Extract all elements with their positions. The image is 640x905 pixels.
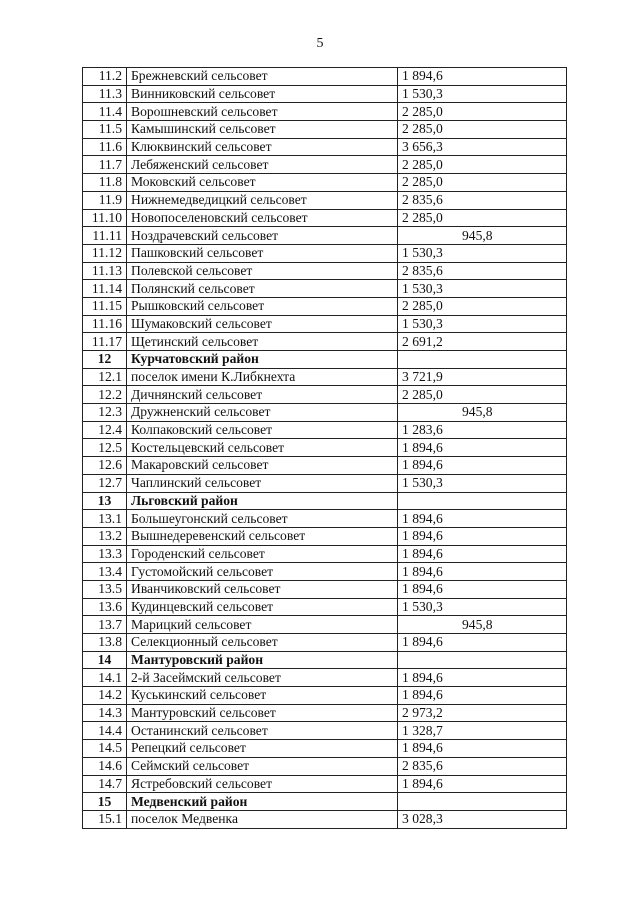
row-number: 13.6 [83, 598, 127, 616]
row-number: 13.3 [83, 545, 127, 563]
table-row [83, 563, 567, 581]
amount-value: 1 530,3 [398, 598, 567, 616]
amount-value: 2 285,0 [398, 174, 567, 192]
table-row [83, 297, 567, 315]
row-number: 11.13 [83, 262, 127, 280]
amount-value [398, 492, 567, 510]
row-number: 13.7 [83, 616, 127, 634]
page-number: 5 [316, 36, 324, 51]
settlement-name: Колпаковский сельсовет [127, 421, 398, 439]
amount-value: 3 028,3 [398, 810, 567, 828]
table-row [83, 209, 567, 227]
amount-value: 3 721,9 [398, 368, 567, 386]
table-row [83, 598, 567, 616]
table-row [83, 740, 567, 758]
amount-value: 1 894,6 [398, 740, 567, 758]
amount-value: 1 894,6 [398, 580, 567, 598]
table-row [83, 85, 567, 103]
amount-value: 2 285,0 [398, 156, 567, 174]
row-number: 13.1 [83, 510, 127, 528]
row-number: 11.15 [83, 297, 127, 315]
amount-value: 2 835,6 [398, 191, 567, 209]
table-row [83, 68, 567, 86]
table-row [83, 634, 567, 652]
table-row [83, 156, 567, 174]
district-name: Льговский район [127, 492, 398, 510]
settlement-name: Шумаковский сельсовет [127, 315, 398, 333]
amount-value: 1 894,6 [398, 439, 567, 457]
row-number: 11.12 [83, 244, 127, 262]
table-body [83, 68, 567, 829]
table-row [83, 386, 567, 404]
amount-value [398, 651, 567, 669]
amount-value: 945,8 [398, 404, 567, 422]
amount-value [398, 351, 567, 369]
table-row [83, 616, 567, 634]
row-number: 12.5 [83, 439, 127, 457]
amount-value: 2 285,0 [398, 297, 567, 315]
row-number: 12.4 [83, 421, 127, 439]
row-number: 11.6 [83, 138, 127, 156]
row-number: 14.7 [83, 775, 127, 793]
row-number: 12.7 [83, 474, 127, 492]
table-row [83, 191, 567, 209]
amount-value [398, 793, 567, 811]
table-row [83, 704, 567, 722]
table-row [83, 174, 567, 192]
district-row [83, 492, 567, 510]
row-number: 13 [83, 492, 127, 510]
row-number: 14 [83, 651, 127, 669]
settlement-name: Репецкий сельсовет [127, 740, 398, 758]
settlement-name: Новопоселеновский сельсовет [127, 209, 398, 227]
table-row [83, 121, 567, 139]
district-name: Мантуровский район [127, 651, 398, 669]
amount-value: 1 894,6 [398, 669, 567, 687]
settlement-name: Камышинский сельсовет [127, 121, 398, 139]
table-row [83, 810, 567, 828]
row-number: 13.8 [83, 634, 127, 652]
settlement-name: Густомойский сельсовет [127, 563, 398, 581]
table-row [83, 138, 567, 156]
table-row [83, 757, 567, 775]
amount-value: 2 691,2 [398, 333, 567, 351]
amount-value: 1 894,6 [398, 634, 567, 652]
amount-value: 2 973,2 [398, 704, 567, 722]
table-row [83, 280, 567, 298]
row-number: 13.4 [83, 563, 127, 581]
row-number: 11.2 [83, 68, 127, 86]
table-row [83, 439, 567, 457]
table-row [83, 262, 567, 280]
row-number: 11.8 [83, 174, 127, 192]
settlement-name: Нижнемедведицкий сельсовет [127, 191, 398, 209]
amount-value: 1 530,3 [398, 280, 567, 298]
settlement-name: Кудинцевский сельсовет [127, 598, 398, 616]
settlement-name: Марицкий сельсовет [127, 616, 398, 634]
settlement-name: Брежневский сельсовет [127, 68, 398, 86]
row-number: 13.2 [83, 527, 127, 545]
row-number: 13.5 [83, 580, 127, 598]
table-row [83, 333, 567, 351]
row-number: 14.6 [83, 757, 127, 775]
district-name: Медвенский район [127, 793, 398, 811]
amount-value: 1 530,3 [398, 315, 567, 333]
table-row [83, 244, 567, 262]
table-row [83, 474, 567, 492]
table-row [83, 687, 567, 705]
row-number: 11.4 [83, 103, 127, 121]
table-row [83, 368, 567, 386]
table-row [83, 580, 567, 598]
settlement-name: Вышнедеревенский сельсовет [127, 527, 398, 545]
row-number: 15.1 [83, 810, 127, 828]
table-row [83, 775, 567, 793]
table-row [83, 722, 567, 740]
table-row [83, 527, 567, 545]
amount-value: 1 894,6 [398, 510, 567, 528]
row-number: 11.10 [83, 209, 127, 227]
row-number: 11.14 [83, 280, 127, 298]
table-row [83, 404, 567, 422]
district-row [83, 793, 567, 811]
table-row [83, 510, 567, 528]
settlement-name: Дичнянский сельсовет [127, 386, 398, 404]
settlement-name: Щетинский сельсовет [127, 333, 398, 351]
row-number: 12.2 [83, 386, 127, 404]
settlement-name: Городенский сельсовет [127, 545, 398, 563]
row-number: 11.16 [83, 315, 127, 333]
amount-value: 1 530,3 [398, 244, 567, 262]
settlement-name: поселок имени К.Либкнехта [127, 368, 398, 386]
settlement-name: Лебяженский сельсовет [127, 156, 398, 174]
amount-value: 2 285,0 [398, 209, 567, 227]
table-row [83, 227, 567, 245]
settlement-name: Рышковский сельсовет [127, 297, 398, 315]
amount-value: 1 328,7 [398, 722, 567, 740]
amount-value: 2 285,0 [398, 121, 567, 139]
table-row [83, 669, 567, 687]
amount-value: 1 283,6 [398, 421, 567, 439]
settlement-name: Ноздрачевский сельсовет [127, 227, 398, 245]
row-number: 11.7 [83, 156, 127, 174]
table-row [83, 545, 567, 563]
settlement-name: 2-й Засеймский сельсовет [127, 669, 398, 687]
amount-value: 945,8 [398, 616, 567, 634]
row-number: 11.5 [83, 121, 127, 139]
row-number: 15 [83, 793, 127, 811]
district-name: Курчатовский район [127, 351, 398, 369]
settlement-name: Чаплинский сельсовет [127, 474, 398, 492]
settlement-name: Винниковский сельсовет [127, 85, 398, 103]
row-number: 12.6 [83, 457, 127, 475]
row-number: 11.3 [83, 85, 127, 103]
amount-value: 2 285,0 [398, 103, 567, 121]
settlement-name: Селекционный сельсовет [127, 634, 398, 652]
table-row [83, 315, 567, 333]
amount-value: 1 894,6 [398, 775, 567, 793]
table-row [83, 103, 567, 121]
row-number: 14.2 [83, 687, 127, 705]
amount-value: 1 894,6 [398, 457, 567, 475]
row-number: 11.17 [83, 333, 127, 351]
amount-value: 2 835,6 [398, 262, 567, 280]
settlement-name: Макаровский сельсовет [127, 457, 398, 475]
settlement-name: Полянский сельсовет [127, 280, 398, 298]
amount-value: 1 894,6 [398, 687, 567, 705]
row-number: 14.1 [83, 669, 127, 687]
settlement-name: Ворошневский сельсовет [127, 103, 398, 121]
settlement-name: Иванчиковский сельсовет [127, 580, 398, 598]
amount-value: 1 530,3 [398, 85, 567, 103]
amount-value: 1 894,6 [398, 527, 567, 545]
amount-value: 1 530,3 [398, 474, 567, 492]
settlement-name: Клюквинский сельсовет [127, 138, 398, 156]
settlement-name: Останинский сельсовет [127, 722, 398, 740]
settlement-name: Ястребовский сельсовет [127, 775, 398, 793]
settlement-name: Сеймский сельсовет [127, 757, 398, 775]
settlement-name: Пашковский сельсовет [127, 244, 398, 262]
settlement-name: Мантуровский сельсовет [127, 704, 398, 722]
row-number: 14.3 [83, 704, 127, 722]
row-number: 12.3 [83, 404, 127, 422]
amount-value: 2 285,0 [398, 386, 567, 404]
amount-value: 945,8 [398, 227, 567, 245]
settlement-name: Куськинский сельсовет [127, 687, 398, 705]
district-row [83, 651, 567, 669]
row-number: 12 [83, 351, 127, 369]
table-row [83, 421, 567, 439]
row-number: 11.9 [83, 191, 127, 209]
settlement-name: Костельцевский сельсовет [127, 439, 398, 457]
settlement-name: Полевской сельсовет [127, 262, 398, 280]
amount-value: 1 894,6 [398, 545, 567, 563]
row-number: 11.11 [83, 227, 127, 245]
settlement-name: Большеугонский сельсовет [127, 510, 398, 528]
settlement-name: поселок Медвенка [127, 810, 398, 828]
allocation-table [82, 67, 567, 829]
row-number: 14.5 [83, 740, 127, 758]
amount-value: 2 835,6 [398, 757, 567, 775]
amount-value: 3 656,3 [398, 138, 567, 156]
table-row [83, 457, 567, 475]
row-number: 12.1 [83, 368, 127, 386]
settlement-name: Моковский сельсовет [127, 174, 398, 192]
amount-value: 1 894,6 [398, 563, 567, 581]
district-row [83, 351, 567, 369]
amount-value: 1 894,6 [398, 68, 567, 86]
settlement-name: Дружненский сельсовет [127, 404, 398, 422]
row-number: 14.4 [83, 722, 127, 740]
